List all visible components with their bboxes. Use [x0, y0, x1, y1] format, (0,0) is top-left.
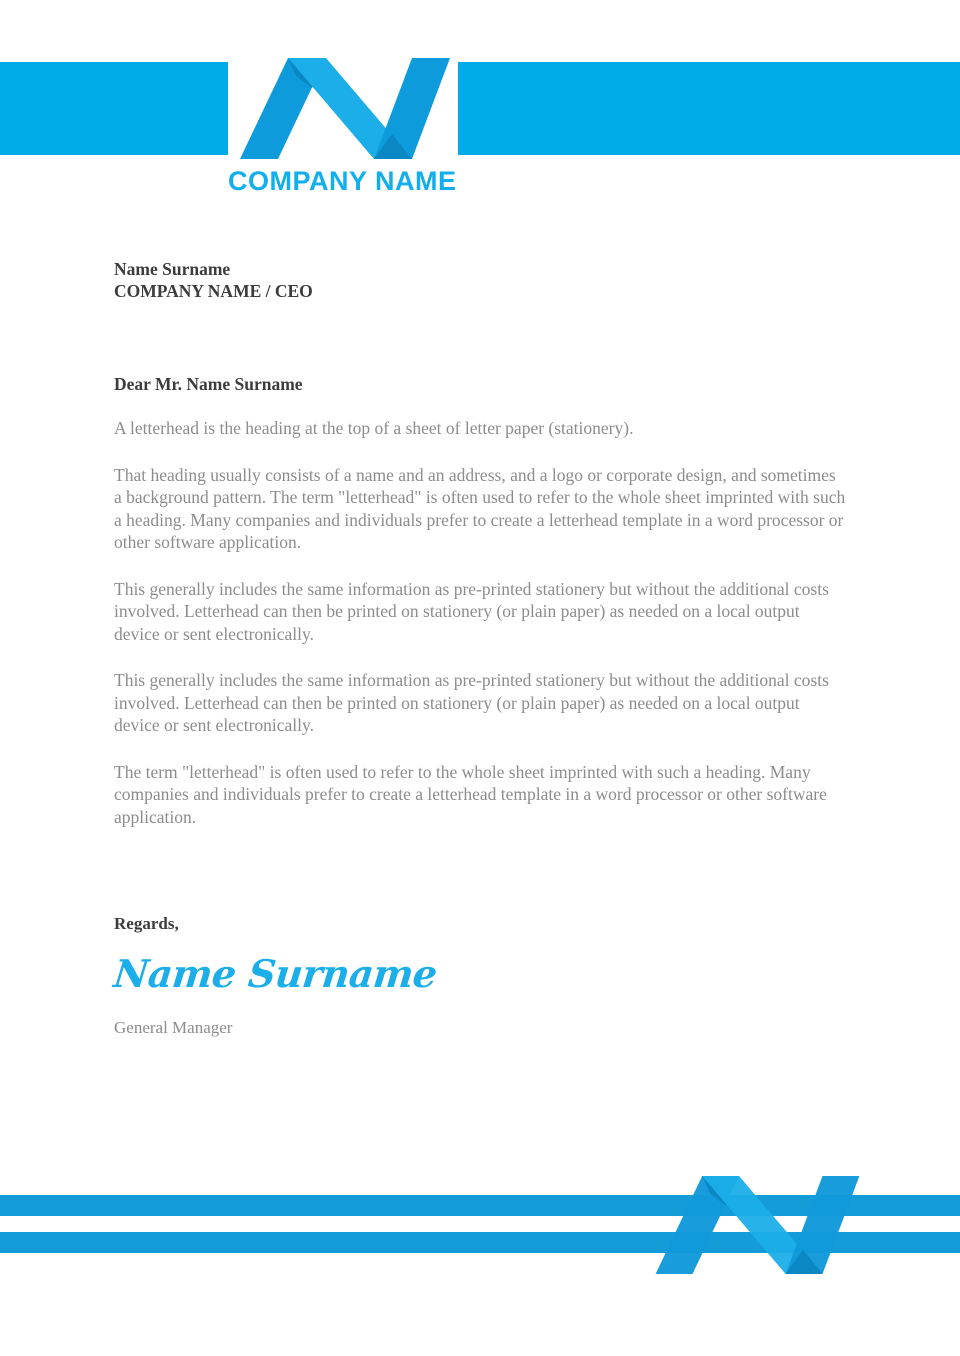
- company-n-mark-logo-icon: [240, 58, 450, 159]
- salutation: Dear Mr. Name Surname: [114, 374, 303, 394]
- header-bar-right: [458, 62, 960, 155]
- body-paragraphs: [114, 417, 846, 828]
- paragraph: The term "letterhead" is often used to refer to the whole sheet imprinted with such a heading. Many companies and individuals prefer to create a letterhead template in a word processor or other software application.: [114, 761, 827, 827]
- header-bar-left: [0, 62, 228, 155]
- recipient-block: [114, 258, 846, 302]
- letterhead-footer: [0, 1166, 960, 1356]
- letter-body: [111, 258, 846, 1038]
- footer-company-n-mark-logo-icon: [655, 1176, 860, 1274]
- paragraph: This generally includes the same information as pre-printed stationery but without the additional costs involved. Letterhead can then be printed on stationery (or plain paper) as needed on a local output device or sent electronically.: [114, 578, 829, 644]
- recipient-org-role: COMPANY NAME / CEO: [114, 281, 313, 301]
- signer-title: General Manager: [114, 1018, 233, 1037]
- paragraph: This generally includes the same information as pre-printed stationery but without the additional costs involved. Letterhead can then be printed on stationery (or plain paper) as needed on a local output device or sent electronically.: [114, 670, 829, 735]
- paragraph: That heading usually consists of a name and an address, and a logo or corporate design, and sometimes a background pattern. The term "letterhead" is often used to refer to the whole sheet imprinted with such a heading. Many companies and individuals prefer to create a letterhead template in a word processor or other software application.: [114, 464, 846, 552]
- signature: Name Surname: [111, 951, 440, 996]
- paragraph: A letterhead is the heading at the top of a sheet of letter paper (stationery).: [114, 418, 634, 438]
- recipient-name: Name Surname: [114, 259, 231, 279]
- letterhead-header: [0, 0, 960, 210]
- header-company-name: COMPANY NAME: [228, 166, 457, 196]
- closing-line: Regards,: [114, 914, 179, 933]
